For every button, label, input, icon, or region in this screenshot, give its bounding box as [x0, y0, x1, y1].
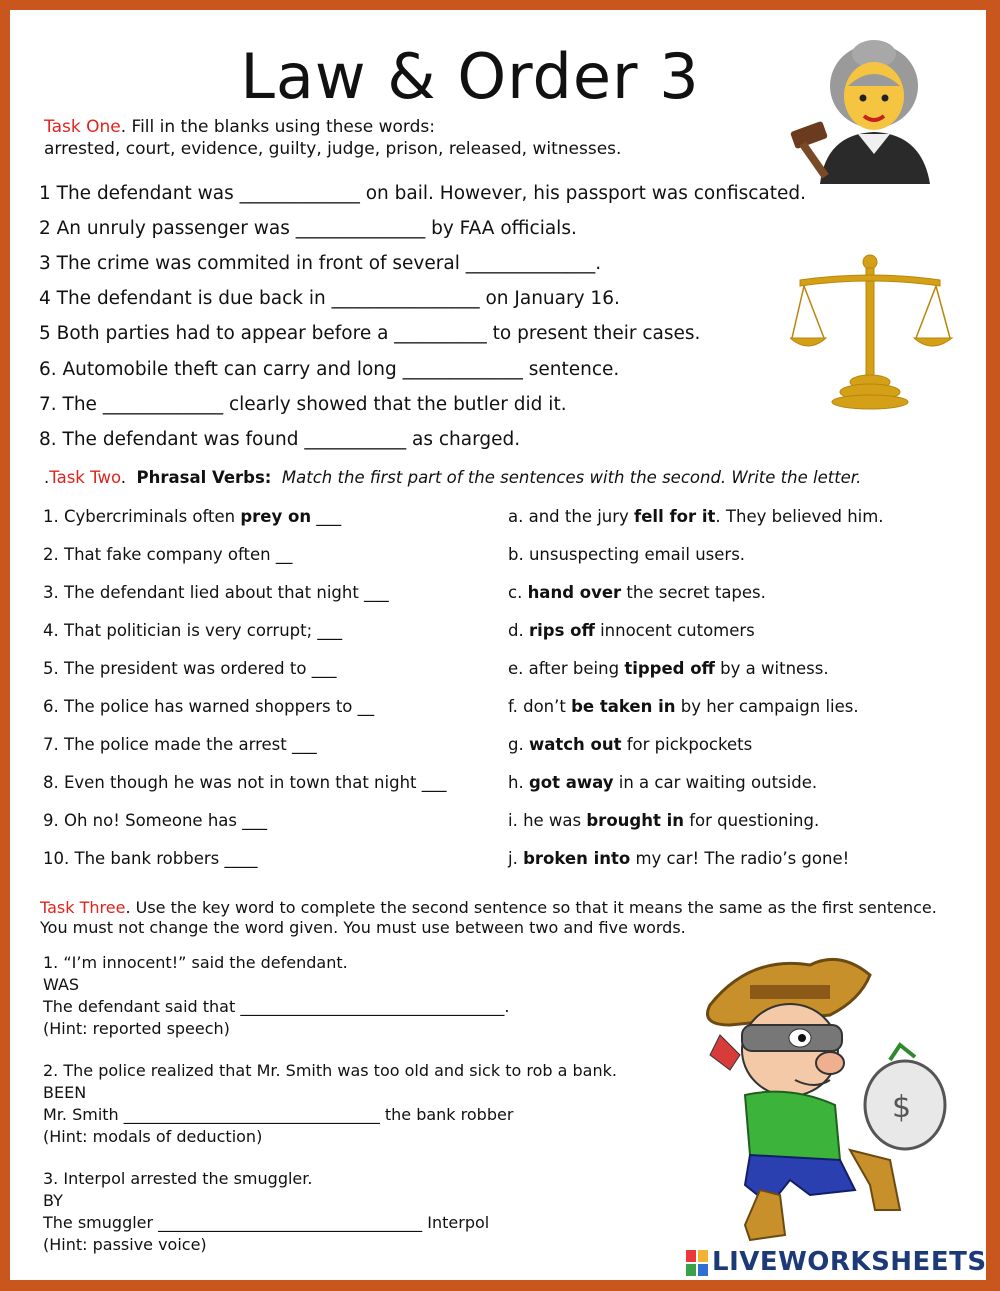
phrasal-verb: prey on	[240, 507, 312, 526]
task-one-item-3[interactable]: 3 The crime was commited in front of several ______________.	[39, 253, 602, 274]
match-right-text: d.	[508, 621, 529, 640]
task-one-item-8[interactable]: 8. The defendant was found ___________ as charged.	[39, 429, 521, 450]
task-one-item-4[interactable]: 4 The defendant is due back in ________________ on January 16.	[39, 288, 620, 309]
match-right-item-a	[508, 507, 884, 526]
task-two-label: Phrasal Verbs:	[136, 468, 272, 487]
match-left-item-6[interactable]	[43, 697, 374, 716]
worksheet-page	[10, 10, 986, 1280]
task-two-instruction-text: Match the first part of the sentences with the second. Write the letter.	[281, 468, 862, 487]
match-right-text: h.	[508, 773, 529, 792]
task-one-instruction-text: . Fill in the blanks using these words:	[120, 117, 435, 137]
match-right-item-g	[508, 735, 752, 754]
match-left-text: 1. Cybercriminals often	[43, 507, 241, 526]
transformation-item-3	[43, 1168, 489, 1256]
liveworksheets-logo	[686, 1247, 987, 1277]
phrasal-verb: tipped off	[624, 659, 715, 678]
match-right-text: b. unsuspecting email users.	[508, 545, 746, 564]
match-left-text: 7. The police made the arrest ___	[43, 735, 317, 754]
match-left-text: 6. The police has warned shoppers to __	[43, 697, 375, 716]
phrasal-verb: broken into	[523, 849, 631, 868]
match-right-item-e	[508, 659, 829, 678]
match-right-item-i	[508, 811, 819, 830]
transformation-item-1	[43, 952, 509, 1040]
phrasal-verb: brought in	[586, 811, 684, 830]
task-one-heading: Task One	[44, 117, 121, 137]
phrasal-verb: be taken in	[571, 697, 676, 716]
match-left-text: 3. The defendant lied about that night ___	[43, 583, 389, 602]
match-right-text: the secret tapes.	[621, 583, 766, 602]
match-right-text: a. and the jury	[508, 507, 635, 526]
match-right-text: by a witness.	[714, 659, 829, 678]
match-right-item-h	[508, 773, 817, 792]
match-left-text: 8. Even though he was not in town that night ___	[43, 773, 447, 792]
hint: (Hint: passive voice)	[43, 1235, 207, 1254]
match-left-item-5[interactable]	[43, 659, 336, 678]
task-two-heading: Task Two	[49, 468, 121, 487]
task-three-instruction	[40, 898, 937, 917]
answer-prompt[interactable]: The defendant said that _________________________________.	[43, 997, 510, 1016]
match-right-item-c	[508, 583, 766, 602]
page-title: Law & Order 3	[240, 40, 700, 113]
original-sentence: 1. “I’m innocent!” said the defendant.	[43, 953, 348, 972]
phrasal-verb: got away	[528, 773, 614, 792]
scales-of-justice-illustration	[790, 250, 960, 410]
match-left-item-3[interactable]	[43, 583, 389, 602]
match-left-text: 2. That fake company often __	[43, 545, 293, 564]
key-word: BY	[43, 1191, 63, 1210]
match-left-item-8[interactable]	[43, 773, 447, 792]
task-two-separator: .	[120, 468, 127, 487]
match-left-item-4[interactable]	[43, 621, 342, 640]
answer-blank: ___	[311, 507, 342, 526]
match-right-text: i. he was	[508, 811, 587, 830]
task-three-instruction-line-2: You must not change the word given. You must use between two and five words.	[40, 918, 686, 937]
match-right-text: for questioning.	[684, 811, 820, 830]
task-one-item-2[interactable]: 2 An unruly passenger was ______________ by FAA officials.	[39, 218, 577, 239]
judge-illustration	[782, 34, 942, 184]
match-right-item-f	[508, 697, 859, 716]
word-bank: arrested, court, evidence, guilty, judge, prison, released, witnesses.	[44, 139, 622, 159]
match-right-text: c.	[508, 583, 528, 602]
robber-illustration	[690, 945, 960, 1245]
match-right-text: f. don’t	[508, 697, 572, 716]
match-left-item-7[interactable]	[43, 735, 317, 754]
match-right-text: in a car waiting outside.	[613, 773, 818, 792]
original-sentence: 2. The police realized that Mr. Smith was too old and sick to rob a bank.	[43, 1061, 617, 1080]
answer-prompt[interactable]: Mr. Smith ________________________________ the bank robber	[43, 1105, 514, 1124]
task-one-item-5[interactable]: 5 Both parties had to appear before a __________ to present their cases.	[39, 323, 701, 344]
original-sentence: 3. Interpol arrested the smuggler.	[43, 1169, 313, 1188]
task-one-item-6[interactable]: 6. Automobile theft can carry and long _____________ sentence.	[39, 359, 620, 380]
match-left-text: 4. That politician is very corrupt; ___	[43, 621, 343, 640]
key-word: WAS	[43, 975, 80, 994]
hint: (Hint: reported speech)	[43, 1019, 230, 1038]
match-left-item-10[interactable]	[43, 849, 258, 868]
logo-text: LIVEWORKSHEETS	[712, 1247, 987, 1277]
match-right-text: my car! The radio’s gone!	[630, 849, 850, 868]
match-left-text: 10. The bank robbers ____	[43, 849, 258, 868]
match-right-text: innocent cutomers	[594, 621, 755, 640]
match-left-text: 9. Oh no! Someone has ___	[43, 811, 267, 830]
phrasal-verb: fell for it	[634, 507, 716, 526]
match-right-text: by her campaign lies.	[675, 697, 859, 716]
phrasal-verb: rips off	[528, 621, 595, 640]
task-one-instruction	[44, 117, 435, 137]
task-two-instruction	[44, 468, 861, 487]
phrasal-verb: hand over	[527, 583, 622, 602]
match-right-text: . They believed him.	[715, 507, 884, 526]
match-right-text: g.	[508, 735, 529, 754]
svg-text:$: $	[892, 1090, 912, 1125]
match-right-item-d	[508, 621, 755, 640]
task-three-instruction-text: . Use the key word to complete the second sentence so that it means the same as the first sentence.	[125, 898, 937, 917]
hint: (Hint: modals of deduction)	[43, 1127, 263, 1146]
phrasal-verb: watch out	[528, 735, 622, 754]
match-right-text: e. after being	[508, 659, 625, 678]
task-three-heading: Task Three	[40, 898, 126, 917]
task-one-item-1[interactable]: 1 The defendant was _____________ on bail. However, his passport was confiscated.	[39, 183, 807, 204]
match-right-item-j	[508, 849, 849, 868]
match-left-item-2[interactable]	[43, 545, 292, 564]
match-right-item-b	[508, 545, 745, 564]
transformation-item-2	[43, 1060, 617, 1148]
task-two-bullet: .	[44, 468, 50, 487]
match-left-item-1[interactable]	[43, 507, 341, 526]
match-left-item-9[interactable]	[43, 811, 267, 830]
match-left-text: 5. The president was ordered to ___	[43, 659, 337, 678]
task-one-item-7[interactable]: 7. The _____________ clearly showed that the butler did it.	[39, 394, 567, 415]
match-right-text: j.	[508, 849, 524, 868]
key-word: BEEN	[43, 1083, 87, 1102]
answer-prompt[interactable]: The smuggler _________________________________ Interpol	[43, 1213, 490, 1232]
liveworksheets-mark-icon	[686, 1250, 708, 1276]
match-right-text: for pickpockets	[621, 735, 753, 754]
